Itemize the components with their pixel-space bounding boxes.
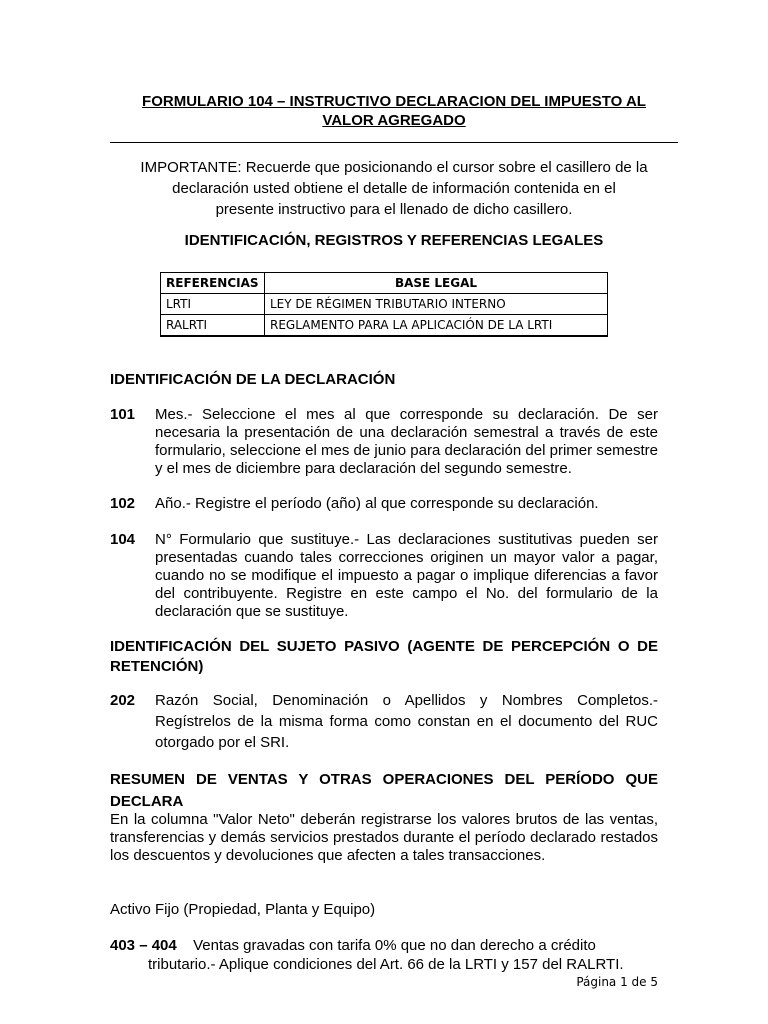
table-header-cell: BASE LEGAL bbox=[265, 273, 608, 294]
item-403-404 bbox=[110, 936, 658, 974]
title-line-2: VALOR AGREGADO bbox=[322, 112, 466, 129]
item-101 bbox=[110, 406, 658, 478]
item-number: 104 bbox=[110, 531, 136, 548]
important-line-2: declaración usted obtiene el detalle de información contenida en el bbox=[172, 180, 616, 197]
table-row bbox=[161, 315, 608, 337]
item-number: 403 – 404 bbox=[110, 937, 177, 954]
important-line-3: presente instructivo para el llenado de dicho casillero. bbox=[215, 201, 573, 218]
activo-fijo-line: Activo Fijo (Propiedad, Planta y Equipo) bbox=[110, 901, 376, 918]
table-header-cell: REFERENCIAS bbox=[161, 273, 265, 294]
section-heading-declaracion: IDENTIFICACIÓN DE LA DECLARACIÓN bbox=[110, 371, 396, 388]
resumen-paragraph: En la columna "Valor Neto" deberán registrarse los valores brutos de las ventas, transferencias y demás servicios prestados durante el período declarado restados los descuentos y devoluciones que afecten a tales transacciones. bbox=[110, 811, 658, 864]
item-202 bbox=[110, 690, 658, 753]
item-text: Mes.- Seleccione el mes al que corresponde su declaración. De ser necesaria la presentación de una declaración semestral a través de este formulario, seleccione el mes de junio para declaración del primer semestre y el mes de diciembre para declaración del segundo semestre. bbox=[155, 406, 658, 477]
item-number: 102 bbox=[110, 495, 136, 512]
table-cell: REGLAMENTO PARA LA APLICACIÓN DE LA LRTI bbox=[265, 315, 608, 337]
item-text: N° Formulario que sustituye.- Las declaraciones sustitutivas pueden ser presentadas cuando tales correcciones originen un mayor valor a pagar, cuando no se modifique el impuesto a pagar o implique diferencias a favor del contribuyente. Registre en este campo el No. del formulario de la declaración que se sustituye. bbox=[155, 531, 658, 620]
item-text: Año.- Registre el período (año) al que corresponde su declaración. bbox=[155, 495, 599, 512]
table-row bbox=[161, 294, 608, 315]
item-number: 202 bbox=[110, 692, 136, 709]
legal-references-table bbox=[160, 272, 608, 337]
item-104 bbox=[110, 531, 658, 621]
section-heading-refs: IDENTIFICACIÓN, REGISTROS Y REFERENCIAS LEGALES bbox=[184, 232, 604, 249]
section-heading-sujeto-pasivo: IDENTIFICACIÓN DEL SUJETO PASIVO (AGENTE DE PERCEPCIÓN O DE RETENCIÓN) bbox=[110, 638, 658, 675]
table-header-row bbox=[161, 273, 608, 294]
important-line-1: IMPORTANTE: Recuerde que posicionando el cursor sobre el casillero de la bbox=[140, 159, 648, 176]
title-line-1: FORMULARIO 104 – INSTRUCTIVO DECLARACION DEL IMPUESTO AL bbox=[142, 93, 646, 110]
important-note bbox=[110, 157, 678, 220]
page-number: Página 1 de 5 bbox=[576, 975, 658, 989]
table-cell: LEY DE RÉGIMEN TRIBUTARIO INTERNO bbox=[265, 294, 608, 315]
item-text-line-2: tributario.- Aplique condiciones del Art. 66 de la LRTI y 157 del RALRTI. bbox=[148, 956, 624, 973]
title-divider bbox=[110, 142, 678, 143]
item-102 bbox=[110, 495, 658, 513]
table-cell: RALRTI bbox=[161, 315, 265, 337]
document-title bbox=[110, 92, 678, 130]
item-number: 101 bbox=[110, 406, 136, 423]
table-cell: LRTI bbox=[161, 294, 265, 315]
item-text-line-1: Ventas gravadas con tarifa 0% que no dan derecho a crédito bbox=[193, 937, 596, 954]
item-text: Razón Social, Denominación o Apellidos y Nombres Completos.- Regístrelos de la misma forma como constan en el documento del RUC otorgado por el SRI. bbox=[155, 692, 658, 751]
section-heading-resumen: RESUMEN DE VENTAS Y OTRAS OPERACIONES DEL PERÍODO QUE DECLARA bbox=[110, 771, 658, 810]
